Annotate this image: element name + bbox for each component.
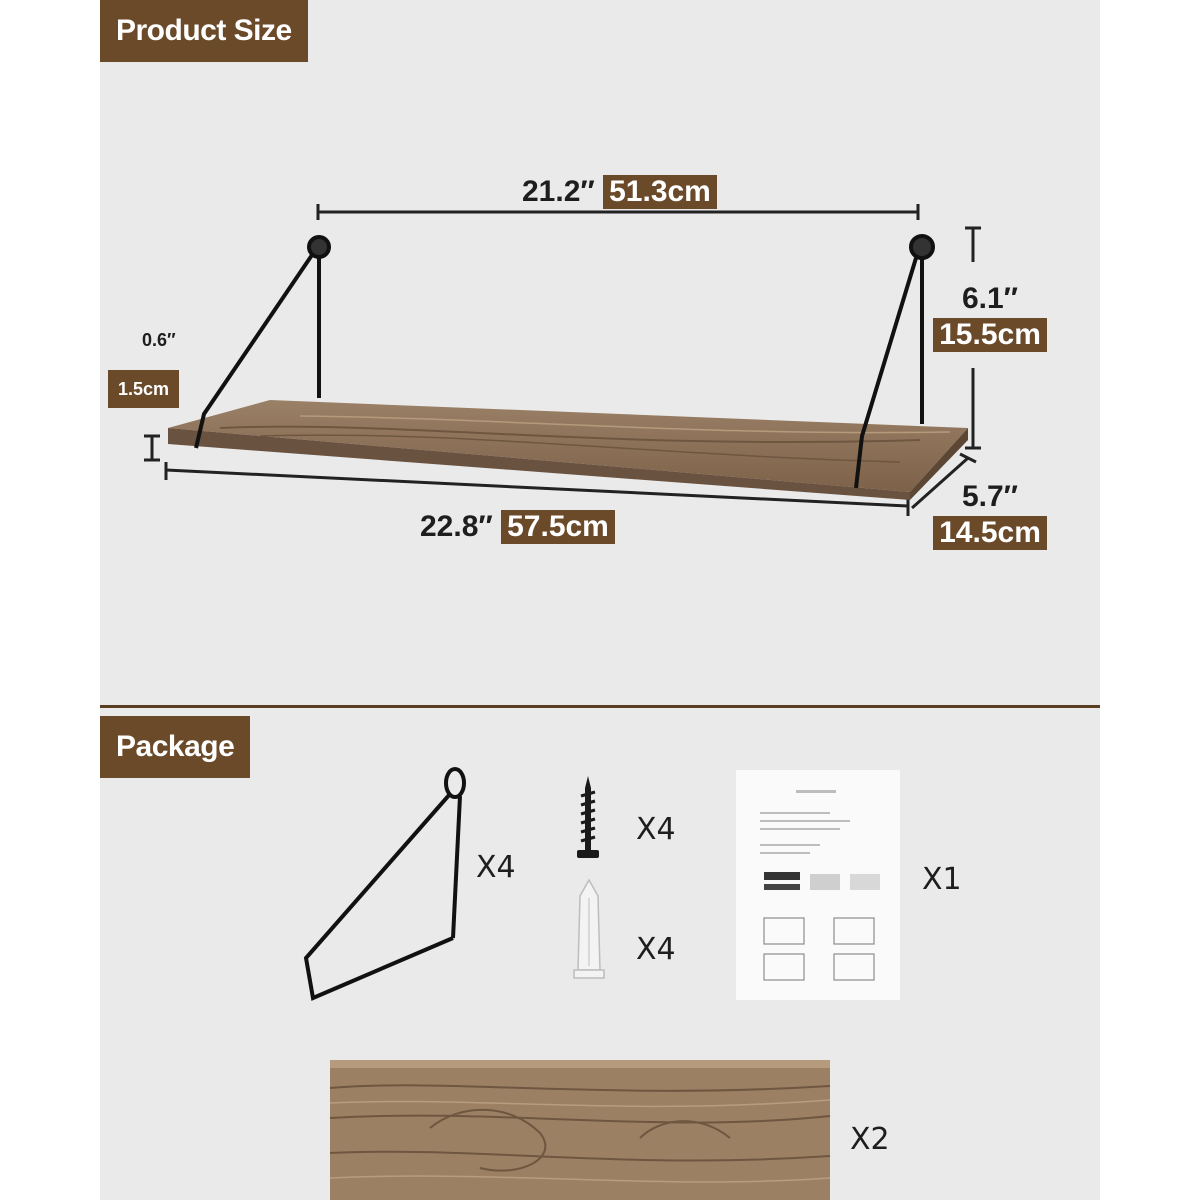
top-width-cm: 51.3cm [603,175,717,209]
height-cm: 15.5cm [933,318,1047,352]
thickness-line [144,436,160,460]
product-size-panel [100,0,1100,705]
depth-label [930,480,1050,550]
thickness-inches: 0.6″ [142,330,176,350]
height-inches: 6.1″ [961,282,1019,315]
manual-quantity: X1 [922,862,962,897]
screw-icon [577,776,599,858]
top-width-inches: 21.2″ [522,175,595,208]
package-contents-drawing [100,708,1100,1203]
wood-board-icon [330,1060,830,1200]
bottom-length-cm: 57.5cm [501,510,615,544]
bracket-icon [306,769,464,998]
height-label [930,282,1050,352]
depth-cm: 14.5cm [933,516,1047,550]
thickness-cm: 1.5cm [108,370,179,408]
anchor-quantity: X4 [636,932,676,967]
bottom-length-inches: 22.8″ [420,510,493,543]
shelf-board [168,400,968,500]
product-size-tab: Product Size [100,0,308,62]
anchor-icon [574,880,604,978]
screw-quantity: X4 [636,812,676,847]
depth-inches: 5.7″ [961,480,1019,513]
bottom-length-label [420,510,615,544]
manual-icon [736,770,900,1000]
board-quantity: X2 [850,1122,890,1157]
bracket-quantity: X4 [476,850,516,885]
package-panel [100,705,1100,1200]
package-tab: Package [100,716,250,778]
top-width-label [522,175,717,209]
shelf-drawing [100,0,1100,705]
